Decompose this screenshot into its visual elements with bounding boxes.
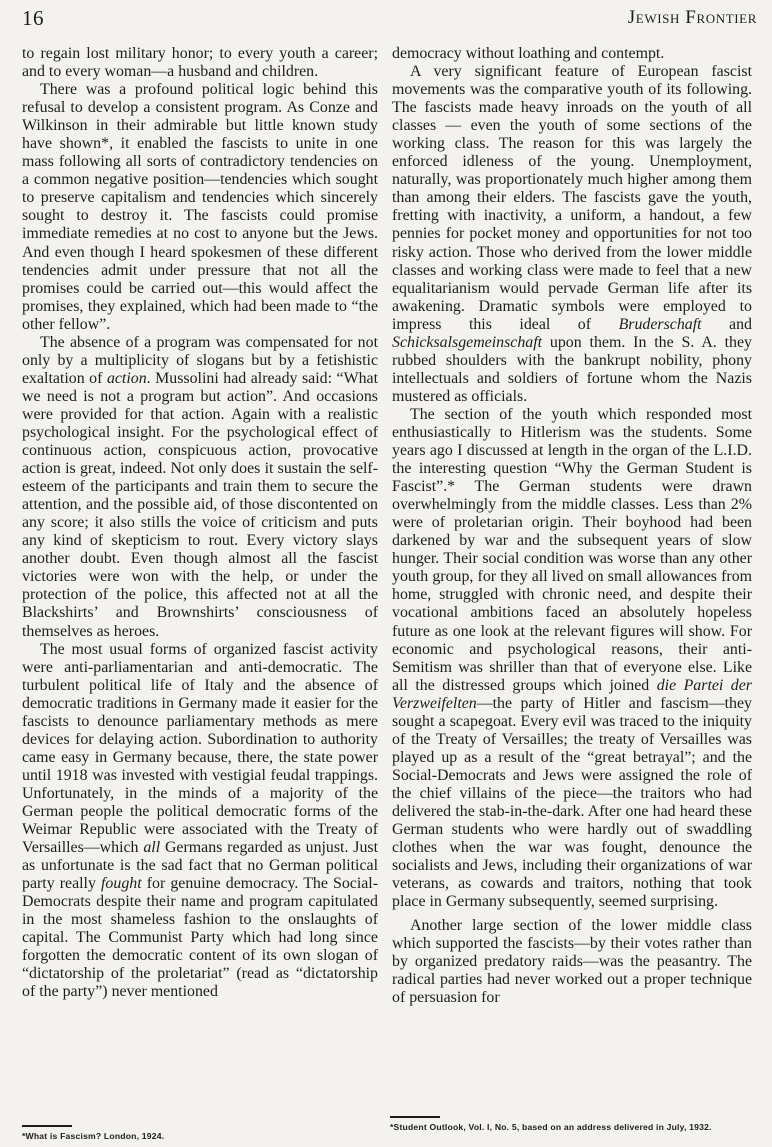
text-span: The most usual forms of organized fascist activity were anti-parliamentarian and anti-democratic. The turbulent political life of Italy and the absence of democratic traditions in Germany made it easier for the fascists to denounce parliamentary methods as mere devices for delaying action. Subordination to authority came easy in Germany because, there, the state power until 1918 was invested with vestigial feudal trappings. Unfortunately, in the minds of a majority of the German people the political democratic forms of the Weimar Republic were associated with the Treaty of Versailles—which — [22, 640, 378, 857]
text-span: —the party of Hitler and fascism—they sought a scapegoat. Every evil was traced to the iniquity of the Treaty of Versailles; the treaty of Versailles was played up as a result of the “great betrayal”; and the Social-Democrats and Jews were assigned the role of the chief villains of the piece—the traitors who had delivered the stab-in-the-dark. After one had heard these German students who were hardly out of swaddling clothes when the war was fought, denounce the socialists and Jews, including their organizations of war veterans, as cowards and traitors, nothing that took place in Germany subsequently, seemed surprising. — [392, 694, 752, 911]
text-span: for genuine democracy. The Social-Democrats despite their name and program capitulated in the most shameless fashion to the onslaughts of capital. The Communist Party which had long since forgotten the democratic content of its own slogan of “dictatorship of the proletariat” (read as “dictatorship of the party”) never mentioned — [22, 875, 378, 1001]
italic-text: Bruderschaft — [618, 315, 702, 333]
text-span: The absence of a program was compensated for not only by a multiplicity of slogans but by a fetishistic exaltation of — [22, 333, 378, 387]
paragraph: There was a profound political logic behind this refusal to develop a consistent program. As Conze and Wilkinson in their admirable but little known study have shown*, it enabled the fascists to unite in one mass following all sorts of contradictory tendencies on a common negative position—tendencies which sought to preserve capitalism and tendencies which sincerely sought to destroy it. The fascists could promise immediate remedies at no cost to anyone but the Jews. And even though I heard spokesmen of these different tendencies admit under pressure that not all the promises could be carried out—this would affect the promises, they explained, which had been made to “the other fellow”. — [22, 81, 378, 333]
footnote-rule — [22, 1125, 72, 1127]
page-header — [22, 6, 757, 32]
paragraph: democracy without loathing and contempt. — [392, 45, 665, 62]
italic-text: action — [106, 369, 147, 387]
text-span: The section of the youth which responded most enthusiastically to Hitlerism was the students. Some years ago I discussed at length in the organ of the L.I.D. the interesting question “Why the German Student is Fascist”.* The German students were drawn overwhelmingly from the middle classes. Less than 2% were of proletarian origin. Their boyhood had been darkened by war and the subsequent years of slow hunger. Their social condition was worse than any other youth group, for they all lived on small allowances from home, struggled with chronic need, and despite their vocational ambitions faced an absolutely hopeless future as one look at the relevant figures will show. For economic and psychological reasons, their anti-Semitism was shriller than that of everyone else. Like all the distressed groups which joined — [392, 405, 752, 694]
paragraph — [22, 641, 378, 1002]
text-span: . Mussolini had already said: “What we need is not a program but action”. And occasions were provided for that action. Again with a realistic psychological insight. For the psychological effect of continuous action, conspicuous action, provocative action is great, indeed. Not only does it sustain the self-esteem of the participants and train them to secure the attention, and the possible aid, of those discontented on any score; it also stills the voice of criticism and puts any kind of skepticism to rout. Every victory slays another doubt. Even though almost all the fascist victories were won with the help, or under the protection of the police, this affected not at all the Blackshirts’ and Brownshirts’ consciousness of themselves as heroes. — [22, 369, 378, 640]
running-title: Jewish Frontier — [627, 7, 757, 28]
right-column — [392, 45, 752, 1007]
text-span: upon them. In the S. A. they rubbed shoulders with the bankrupt nobility, phony intellectuals and soldiers of fortune whom the Nazis mustered as officials. — [392, 333, 752, 405]
page-number: 16 — [22, 6, 44, 30]
paragraph — [392, 63, 752, 406]
left-column — [22, 45, 378, 1001]
italic-text: fought — [101, 875, 142, 893]
paragraph — [22, 334, 378, 641]
italic-text: Schicksalsgemeinschaft — [392, 333, 543, 351]
text-span: and — [701, 315, 753, 333]
paragraph: to regain lost military honor; to every youth a career; and to every woman—a husband and children. — [22, 45, 378, 81]
text-span: Germans regarded as unjust. Just as unfortunate is the sad fact that no German political party really — [22, 839, 379, 893]
footnote-rule — [390, 1116, 440, 1118]
footnote-right: *Student Outlook, Vol. I, No. 5, based on an address delivered in July, 1932. — [390, 1122, 712, 1132]
text-span: A very significant feature of European fascist movements was the comparative youth of its following. The fascists made heavy inroads on the youth of all classes — even the youth of some sections of the working class. The reason for this was largely the enforced idleness of the young. Unemployment, naturally, was proportionately much higher among them than among their elders. The fascists gave the youth, fretting with inactivity, a uniform, a handout, a few pennies for pocket money and opportunities for not too risky action. Those who derived from the lower middle classes and working class were made to feel that a new equalitarianism would pervade German life after its awakening. Dramatic symbols were employed to impress this ideal of — [392, 63, 752, 333]
paragraph: Another large section of the lower middle class which supported the fascists—by their votes rather than by organized predatory raids—was the peasantry. The radical parties had never worked out a proper technique of persuasion for — [392, 917, 752, 1007]
italic-text: all — [143, 839, 161, 857]
italic-text: die Partei der Verzweifelten — [392, 676, 752, 712]
paragraph — [392, 406, 752, 911]
footnote-left: *What is Fascism? London, 1924. — [22, 1131, 165, 1141]
